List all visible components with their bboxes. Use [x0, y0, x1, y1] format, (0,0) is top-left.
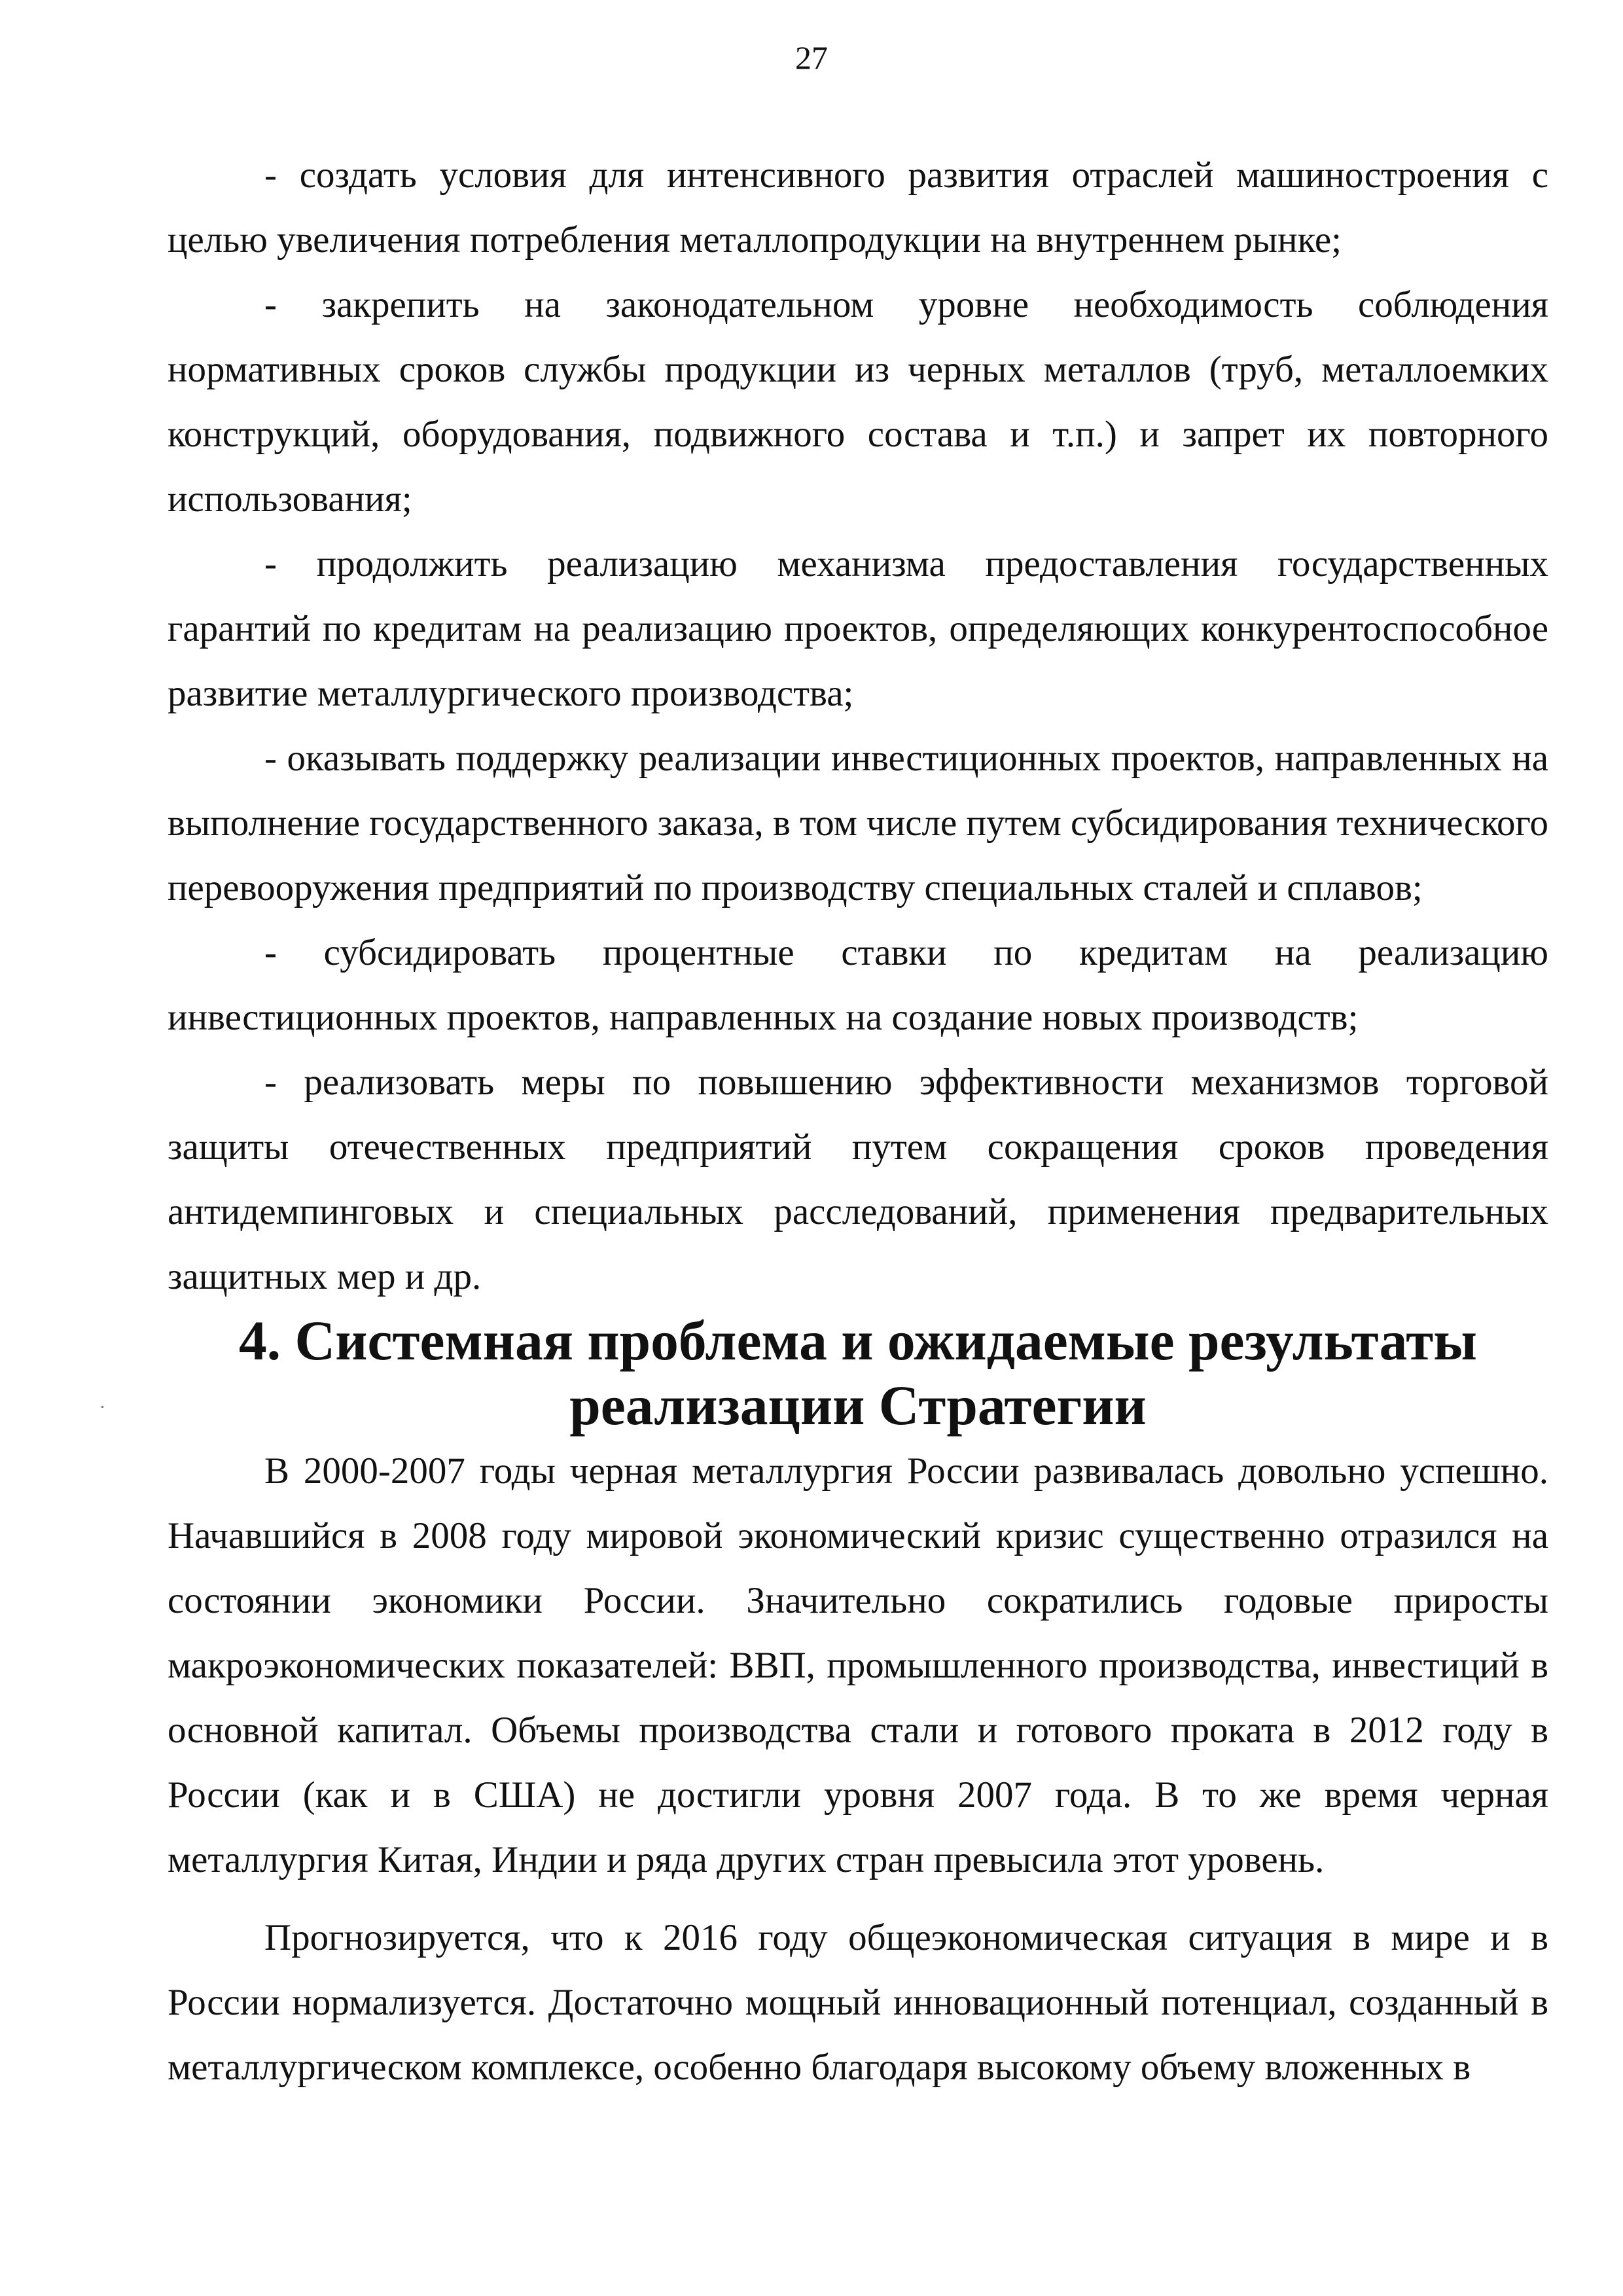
- document-body: [168, 143, 1548, 2100]
- section-paragraph-1: В 2000-2007 годы черная металлургия России развивалась довольно успешно. Начавшийся в 2008 году мировой экономический кризис существенно отразился на состоянии экономики России. Значительно сократились годовые приросты макроэкономических показателей: ВВП, промышленного производства, инвестиций в основной капитал. Объемы производства стали и готового проката в 2012 году в России (как и в США) не достигли уровня 2007 года. В то же время черная металлургия Китая, Индии и ряда других стран превысила этот уровень.: [168, 1450, 1548, 1880]
- measure-item-5: - субсидировать процентные ставки по кредитам на реализацию инвестиционных проектов, направленных на создание новых производств;: [168, 932, 1548, 1038]
- scan-speck: [101, 1406, 103, 1408]
- section-heading: 4. Системная проблема и ожидаемые результаты реализации Стратегии: [239, 1310, 1477, 1437]
- section-paragraph-2: Прогнозируется, что к 2016 году общеэкономическая ситуация в мире и в России нормализуется. Достаточно мощный инновационный потенциал, созданный в металлургическом комплексе, особенно благодаря высокому объему вложенных в: [168, 1917, 1548, 2088]
- measure-item-1: - создать условия для интенсивного развития отраслей машиностроения с целью увеличения потребления металлопродукции на внутреннем рынке;: [168, 154, 1548, 260]
- measure-item-6: - реализовать меры по повышению эффективности механизмов торговой защиты отечественных предприятий путем сокращения сроков проведения антидемпинговых и специальных расследований, применения предварительных защитных мер и др.: [168, 1062, 1548, 1297]
- page-number: 27: [795, 39, 828, 76]
- measure-item-3: - продолжить реализацию механизма предоставления государственных гарантий по кредитам на реализацию проектов, определяющих конкурентоспособное развитие металлургического производства;: [168, 543, 1548, 714]
- measure-item-4: - оказывать поддержку реализации инвестиционных проектов, направленных на выполнение государственного заказа, в том числе путем субсидирования технического перевооружения предприятий по производству специальных сталей и сплавов;: [168, 738, 1548, 908]
- measure-item-2: - закрепить на законодательном уровне необходимость соблюдения нормативных сроков службы продукции из черных металлов (труб, металлоемких конструкций, оборудования, подвижного состава и т.п.) и запрет их повторного использования;: [168, 284, 1548, 520]
